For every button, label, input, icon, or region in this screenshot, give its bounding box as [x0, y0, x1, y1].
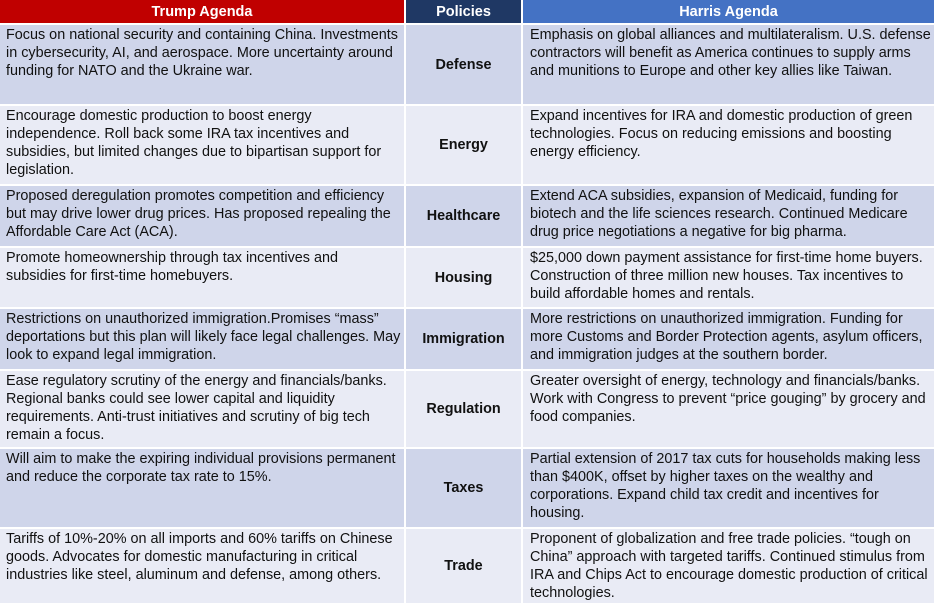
harris-cell: Extend ACA subsidies, expansion of Medicaid, funding for biotech and the life sciences research. Continued Medicare drug price negotiations a negative for big pharma. [522, 185, 934, 247]
table-row-trade [0, 528, 934, 604]
trump-cell: Restrictions on unauthorized immigration.Promises “mass” deportations but this plan will likely face legal challenges. May look to expand legal immigration. [0, 308, 405, 370]
harris-cell: Partial extension of 2017 tax cuts for households making less than $400K, offset by higher taxes on the wealthy and corporations. Expand child tax credit and incentives for housing. [522, 448, 934, 528]
trump-cell: Proposed deregulation promotes competition and efficiency but may drive lower drug prices. Has proposed repealing the Affordable Care Act (ACA). [0, 185, 405, 247]
policy-label: Taxes [405, 448, 522, 528]
trump-cell: Tariffs of 10%-20% on all imports and 60% tariffs on Chinese goods. Advocates for domestic manufacturing in critical industries like steel, aluminum and defense, among others. [0, 528, 405, 604]
table-row-defense [0, 24, 934, 105]
policy-label: Trade [405, 528, 522, 604]
trump-cell: Focus on national security and containing China. Investments in cybersecurity, AI, and aerospace. More uncertainty around funding for NATO and the Ukraine war. [0, 24, 405, 105]
harris-cell: More restrictions on unauthorized immigration. Funding for more Customs and Border Protection agents, asylum officers, and immigration judges at the southern border. [522, 308, 934, 370]
policies-header: Policies [405, 0, 522, 24]
table-row-taxes [0, 448, 934, 528]
table-row-energy [0, 105, 934, 185]
table-row-regulation [0, 370, 934, 448]
trump-agenda-header: Trump Agenda [0, 0, 405, 24]
harris-cell: $25,000 down payment assistance for first-time home buyers. Construction of three million new houses. Tax incentives to build affordable homes and rentals. [522, 247, 934, 308]
policy-label: Regulation [405, 370, 522, 448]
trump-cell: Promote homeownership through tax incentives and subsidies for first-time homebuyers. [0, 247, 405, 308]
harris-agenda-header: Harris Agenda [522, 0, 934, 24]
header-row [0, 0, 934, 24]
table-row-housing [0, 247, 934, 308]
trump-cell: Encourage domestic production to boost energy independence. Roll back some IRA tax incentives and subsidies, but limited changes due to bipartisan support for legislation. [0, 105, 405, 185]
harris-cell: Greater oversight of energy, technology and financials/banks. Work with Congress to prevent “price gouging” by grocery and food companies. [522, 370, 934, 448]
policy-label: Healthcare [405, 185, 522, 247]
policy-label: Housing [405, 247, 522, 308]
table-row-healthcare [0, 185, 934, 247]
trump-cell: Will aim to make the expiring individual provisions permanent and reduce the corporate tax rate to 15%. [0, 448, 405, 528]
harris-cell: Expand incentives for IRA and domestic production of green technologies. Focus on reducing emissions and boosting energy efficiency. [522, 105, 934, 185]
policy-label: Energy [405, 105, 522, 185]
policy-label: Immigration [405, 308, 522, 370]
harris-cell: Emphasis on global alliances and multilateralism. U.S. defense contractors will benefit as America continues to supply arms and munitions to Europe and other key allies like Taiwan. [522, 24, 934, 105]
harris-cell: Proponent of globalization and free trade policies. “tough on China” approach with targeted tariffs. Continued stimulus from IRA and Chips Act to encourage domestic production of critical technologies. [522, 528, 934, 604]
policy-label: Defense [405, 24, 522, 105]
table-row-immigration [0, 308, 934, 370]
trump-cell: Ease regulatory scrutiny of the energy and financials/banks. Regional banks could see lower capital and liquidity requirements. Anti-trust initiatives and scrutiny of big tech remain a focus. [0, 370, 405, 448]
